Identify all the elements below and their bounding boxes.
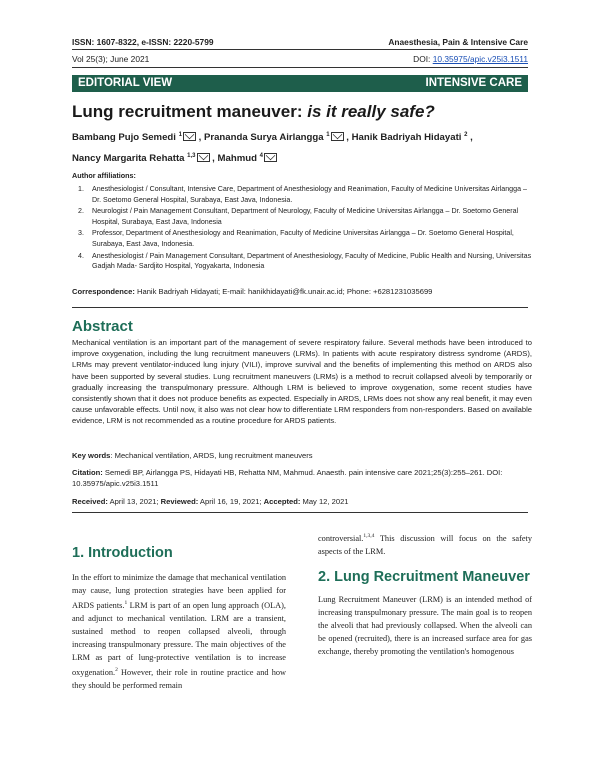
- title-main: Lung recruitment maneuver:: [72, 102, 308, 121]
- ref-3[interactable]: 1,3,4: [363, 533, 375, 539]
- affiliation-item: [72, 251, 532, 272]
- author-separator: ,: [467, 132, 473, 144]
- article-type: EDITORIAL VIEW: [78, 77, 173, 89]
- intro-paragraph: [72, 571, 286, 692]
- author: [352, 132, 473, 143]
- affiliation-text: Professor, Department of Anesthesiology and Reanimation, Faculty of Medicine Universitas Airlangga – Dr. Soetomo General Hospital, Surabaya, East Java, Indonesia.: [92, 229, 514, 248]
- author-affiliation-number: 4: [259, 153, 263, 160]
- citation: [72, 467, 532, 489]
- running-header: [72, 37, 528, 47]
- affiliation-text: Anesthesiologist / Pain Management Consultant, Department of Anesthesiology, Faculty of Medicine, Public Health and Nursing, Universitas Gadjah Mada- Sardjito Hospital, Yogyakarta, Indonesia: [92, 251, 532, 271]
- divider: [72, 307, 528, 308]
- author-separator: ,: [195, 132, 204, 144]
- article-category: INTENSIVE CARE: [425, 77, 522, 89]
- doi-line: [413, 54, 528, 64]
- header-rule: [72, 49, 528, 50]
- intro-text-1: In the effort to minimize the damage that mechanical ventilation may cause, lung protection strategies have been applied for ARDS patients.: [72, 573, 286, 610]
- volume: Vol 25(3); June 2021: [72, 54, 150, 64]
- accepted-label: Accepted:: [263, 497, 301, 506]
- affiliation-item: [72, 206, 532, 227]
- keywords: [72, 450, 532, 461]
- author-name: Bambang Pujo Semedi: [72, 132, 179, 144]
- citation-label: Citation:: [72, 468, 103, 477]
- divider-2: [72, 512, 528, 513]
- email-icon[interactable]: [264, 153, 277, 162]
- author-name: Hanik Badriyah Hidayati: [351, 132, 465, 144]
- received-label: Received:: [72, 497, 108, 506]
- doi-link[interactable]: 10.35975/apic.v25i3.1511: [432, 54, 528, 64]
- article-title: [72, 102, 435, 122]
- volume-line: [72, 54, 528, 64]
- intro-heading: 1. Introduction: [72, 545, 173, 561]
- abstract-heading: Abstract: [72, 318, 133, 335]
- journal-name: Anaesthesia, Pain & Intensive Care: [388, 37, 528, 47]
- intro-text-2: LRM is part of an open lung approach (OLA), and adjunct to mechanical ventilation. LRM are a transient, sustained method to reopen collapsed alveoli, through increasing transpulmonary pressure. The main objectives of the LRM as part of lung-protective ventilation is to increase oxygenation.: [72, 600, 286, 677]
- author-list: [72, 126, 532, 168]
- reviewed-date: April 16, 19, 2021;: [198, 497, 264, 506]
- right-column: [318, 530, 532, 658]
- lrm-paragraph: Lung Recruitment Maneuver (LRM) is an intended method of increasing transpulmonary pressure. The main goal is to reopen the alveoli that had previously collapsed. When the alveoli can be opened (recruited), there is an increased surface area for gas exchange, thereby promoting the ventilation's homogenous: [318, 594, 532, 656]
- right-paragraph-0: [318, 530, 532, 558]
- author-name: Nancy Margarita Rehatta: [72, 153, 188, 165]
- affiliation-item: [72, 184, 532, 205]
- affiliation-text: Anesthesiologist / Consultant, Intensive Care, Department of Anesthesiology and Reanimation, Faculty of Medicine Universitas Airlangga – Dr. Soetomo General Hospital, Surabaya, East Java, Indonesia.: [92, 185, 527, 204]
- dates: [72, 496, 532, 507]
- correspondence-label: Correspondence:: [72, 287, 135, 296]
- citation-text: Semedi BP, Airlangga PS, Hidayati HB, Rehatta NM, Mahmud. Anaesth. pain intensive care 2021;25(3):255–261. DOI: 10.35975/apic.v25i3.1511: [72, 468, 503, 489]
- doi-prefix: DOI:: [413, 54, 433, 64]
- author: [72, 132, 204, 143]
- author-name: Prananda Surya Airlangga: [203, 132, 327, 144]
- keywords-text: : Mechanical ventilation, ARDS, lung recruitment maneuvers: [110, 451, 313, 460]
- author-affiliation-number: 1,3: [187, 153, 196, 160]
- left-column: [72, 540, 286, 692]
- abstract-text: Mechanical ventilation is an important part of the management of severe respiratory failure. Several methods have been introduced to improve oxygenation, including the lung recruitment maneuvers (LRMs). In patients with acute respiratory distress syndrome (ARDS), LRMs may prevent ventilator-induced lung injury (VILI), improve survival and the benefits of implementing this method on ARDS also have been supported by several studies. Lung recruitment maneuvers (LRMs) is a method to recruit collapsed alveoli by temporarily or gradually increasing the transpulmonary pressure. Although LRM is believed to improve oxygenation, some recent studies have consistently shown that it does not produce benefits as expected. Especially in ARDS, LRMs does not show any real benefit, it may even cause unfavorable effects. Until now, it also was not clear how to differentiate LRM responders from non-responders. Based on available evidence, LRM is not recommended as a routine procedure for ARDS patients.: [72, 338, 532, 426]
- correspondence: [72, 287, 432, 296]
- author-name: Mahmud: [217, 153, 260, 165]
- title-italic: is it really safe?: [307, 102, 435, 121]
- email-icon[interactable]: [197, 153, 210, 162]
- affiliation-number: 4.: [78, 251, 84, 260]
- affiliation-item: [72, 228, 532, 249]
- author-separator: ,: [209, 153, 218, 165]
- author: [218, 153, 277, 164]
- author-affiliation-number: 1: [326, 132, 330, 138]
- affiliation-number: 2.: [78, 207, 84, 216]
- right-text-0: controversial.: [318, 533, 364, 543]
- author-separator: ,: [343, 132, 352, 144]
- affiliation-number: 3.: [78, 229, 84, 238]
- author-affiliation-number: 2: [464, 132, 468, 138]
- section-band: [72, 75, 528, 92]
- reviewed-label: Reviewed:: [160, 497, 199, 506]
- keywords-label: Key words: [72, 451, 111, 460]
- ref-2[interactable]: 2: [115, 666, 118, 673]
- affiliations-title: Author affiliations:: [72, 171, 136, 180]
- author-affiliation-number: 1: [178, 132, 182, 138]
- right-text-0b: This discussion will focus on the safety aspects of the LRM.: [318, 533, 532, 556]
- email-icon[interactable]: [183, 132, 196, 141]
- affiliation-list: [72, 184, 532, 273]
- lrm-heading: 2. Lung Recruitment Maneuver: [318, 568, 530, 585]
- header-rule-2: [72, 67, 528, 68]
- intro-text-3: However, their role in routine practice and how they should be performed remain: [72, 667, 286, 690]
- email-icon[interactable]: [331, 132, 344, 141]
- affiliation-text: Neurologist / Pain Management Consultant, Department of Neurology, Faculty of Medicine Universitas Airlangga – Dr. Soetomo General Hospital, Surabaya, East Java, Indonesia: [92, 207, 519, 226]
- ref-1[interactable]: 1: [124, 600, 128, 606]
- correspondence-text: Hanik Badriyah Hidayati; E-mail: hanikhidayati@fk.unair.ac.id; Phone: +6281231035699: [134, 287, 433, 296]
- author: [204, 132, 352, 143]
- accepted-date: May 12, 2021: [300, 497, 349, 506]
- received-date: April 13, 2021;: [107, 497, 161, 506]
- author: [72, 153, 218, 164]
- affiliation-number: 1.: [78, 185, 84, 193]
- issn: ISSN: 1607-8322, e-ISSN: 2220-5799: [72, 37, 214, 47]
